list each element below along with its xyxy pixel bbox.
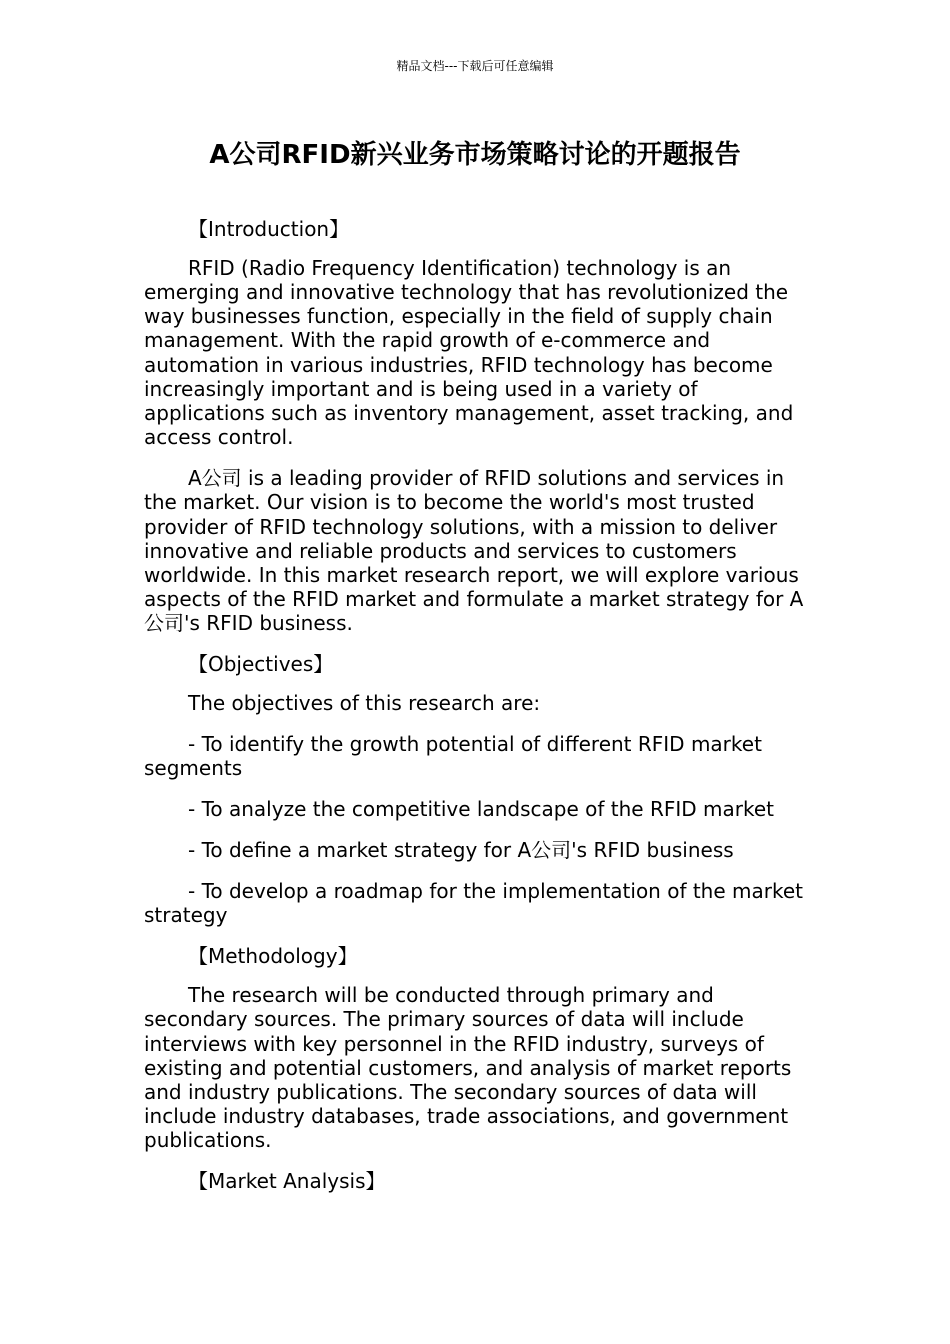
introduction-paragraph-2: A公司 is a leading provider of RFID solutions and services in the market. Our vision is to become the world's most trusted provider of RFID technology solutions, with a mission to deliver innovative and reliable products and services to customers worldwide. In this market research report, we will explore various aspects of the RFID market and formulate a market strategy for A公司's RFID business.	[144, 466, 804, 636]
methodology-paragraph-1: The research will be conducted through primary and secondary sources. The primary sources of data will include interviews with key personnel in the RFID industry, surveys of existing and potential customers, and analysis of market reports and industry publications. The secondary sources of data will include industry databases, trade associations, and government publications.	[144, 983, 792, 1153]
objectives-intro: The objectives of this research are:	[188, 691, 541, 716]
section-heading-methodology: 【Methodology】	[188, 944, 358, 969]
section-heading-introduction: 【Introduction】	[188, 217, 350, 241]
objectives-item-1: - To identify the growth potential of different RFID market segments	[144, 732, 762, 781]
document-title: A公司RFID新兴业务市场策略讨论的开题报告	[209, 140, 741, 170]
section-heading-objectives: 【Objectives】	[188, 652, 334, 677]
document-body	[144, 217, 810, 1208]
objectives-item-2: - To analyze the competitive landscape of the RFID market	[188, 797, 774, 822]
objectives-item-4: - To develop a roadmap for the implementation of the market strategy	[144, 879, 803, 928]
page-header-note: 精品文档---下载后可任意编辑	[396, 59, 554, 73]
objectives-item-3: - To define a market strategy for A公司's RFID business	[188, 838, 734, 863]
introduction-paragraph-1: RFID (Radio Frequency Identification) technology is an emerging and innovative technology that has revolutionized the way businesses function, especially in the field of supply chain management. With the rapid growth of e-commerce and automation in various industries, RFID technology has become increasingly important and is being used in a variety of applications such as inventory management, asset tracking, and access control.	[144, 255, 794, 450]
section-heading-market-analysis: 【Market Analysis】	[188, 1169, 386, 1194]
